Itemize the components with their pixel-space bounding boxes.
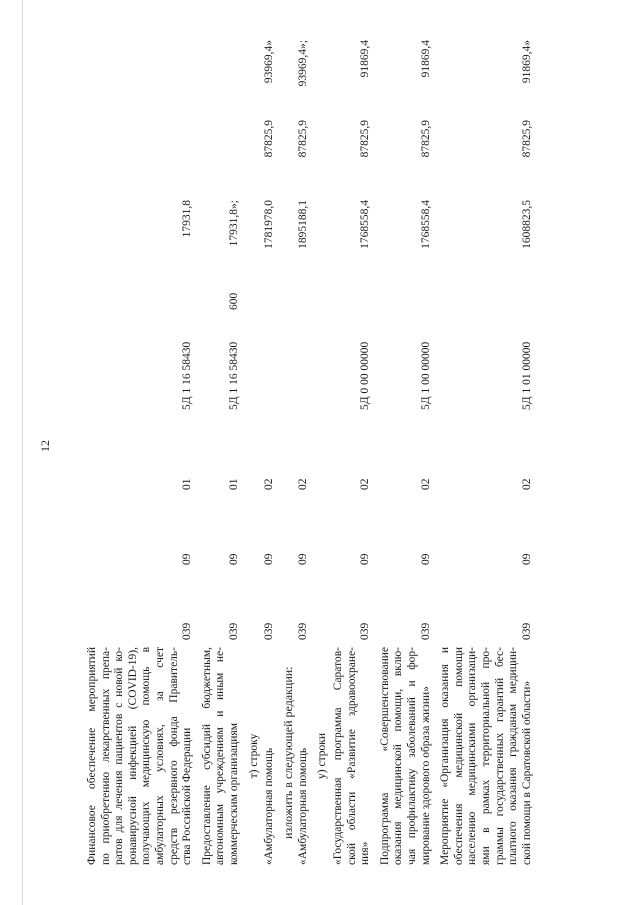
page-edge-line <box>22 0 23 905</box>
amount-year-1: 17931,8»; <box>227 200 240 247</box>
amount-year-3: 93969,4» <box>263 40 276 84</box>
section-code: 09 <box>227 553 240 565</box>
description-line: ронавирусной инфекцией (COVID-19), <box>126 647 139 865</box>
amount-year-3: 93969,4»; <box>296 40 309 87</box>
target-article-code: 5Д 1 00 00000 <box>419 341 432 410</box>
description-line: ями в рамках территориальной про- <box>479 647 492 865</box>
description-line: «Государственная программа Саратов- <box>332 647 344 865</box>
description-line: у) строки <box>316 733 329 779</box>
expense-type-code: 600 <box>227 292 240 310</box>
ministry-code: 039 <box>296 622 309 640</box>
subsection-code: 02 <box>359 478 372 490</box>
description-line: ской области «Развитие здравоохране- <box>345 647 358 865</box>
amount-year-2: 87825,9 <box>359 120 372 158</box>
ministry-code: 039 <box>227 622 240 640</box>
description-line: ния» <box>359 841 372 865</box>
section-code: 09 <box>359 553 372 565</box>
description-line: средств резервного фонда Правитель- <box>167 647 180 865</box>
section-code: 09 <box>263 553 276 565</box>
row-description <box>86 647 195 865</box>
amount-year-2: 87825,9 <box>520 120 533 158</box>
amount-year-3: 91869,4» <box>520 40 533 84</box>
description-line: амбулаторных условиях, за счет <box>153 647 166 865</box>
section-code: 09 <box>419 553 432 565</box>
description-line: ства Российской Федерации <box>181 727 194 865</box>
description-line: обеспечения медицинской помощи <box>452 647 465 865</box>
subsection-code: 01 <box>181 478 194 490</box>
subsection-code: 02 <box>263 478 276 490</box>
description-line: Предоставление субсидий бюджетным, <box>200 647 213 865</box>
page-number: 12 <box>38 440 52 452</box>
description-line: коммерческим организациям <box>227 723 240 865</box>
amount-year-2: 87825,9 <box>263 120 276 158</box>
row-description <box>316 647 330 865</box>
section-code: 09 <box>181 553 194 565</box>
description-line: «Амбулаторная помощь <box>263 747 276 865</box>
ministry-code: 039 <box>419 622 432 640</box>
amount-year-3: 91869,4 <box>359 40 372 78</box>
amount-year-2: 87825,9 <box>419 120 432 158</box>
row-description <box>439 647 534 865</box>
description-line: Финансовое обеспечение мероприятий <box>86 647 98 865</box>
section-code: 09 <box>296 553 309 565</box>
ministry-code: 039 <box>520 622 533 640</box>
row-description <box>201 647 242 865</box>
row-description <box>332 647 373 865</box>
description-line: автономным учреждениям и иным не- <box>214 647 227 865</box>
amount-year-1: 1781978,0 <box>263 200 276 249</box>
row-description <box>263 647 277 865</box>
instruction-text: изложить в следующей редакции: <box>280 666 295 839</box>
subsection-code: 02 <box>419 478 432 490</box>
budget-table <box>80 35 560 865</box>
amount-year-1: 1895188,1 <box>296 200 309 249</box>
amount-year-1: 1768558,4 <box>359 200 372 249</box>
description-line: Мероприятие «Организация оказания и <box>439 647 452 865</box>
target-article-code: 5Д 1 16 58430 <box>181 341 194 410</box>
ministry-code: 039 <box>181 622 194 640</box>
ministry-code: 039 <box>263 622 276 640</box>
row-description <box>379 647 433 865</box>
amount-year-3: 91869,4 <box>419 40 432 78</box>
description-line: Подпрограмма «Совершенствование <box>378 647 391 865</box>
target-article-code: 5Д 1 16 58430 <box>227 341 240 410</box>
description-line: «Амбулаторная помощь <box>296 747 309 865</box>
row-description <box>297 647 311 865</box>
amount-year-1: 1768558,4 <box>419 200 432 249</box>
ministry-code: 039 <box>359 622 372 640</box>
section-code: 09 <box>520 553 533 565</box>
amount-year-1: 1608823,5 <box>520 200 533 249</box>
amount-year-1: 17931,8 <box>181 200 194 238</box>
row-description <box>248 647 262 865</box>
description-line: мирование здорового образа жизни» <box>419 686 432 865</box>
description-line: ской помощи в Саратовской области» <box>520 680 533 865</box>
subsection-code: 02 <box>520 478 533 490</box>
amount-year-2: 87825,9 <box>296 120 309 158</box>
target-article-code: 5Д 1 01 00000 <box>520 341 533 410</box>
description-line: платного оказания гражданам медицин- <box>507 647 520 865</box>
target-article-code: 5Д 0 00 00000 <box>359 341 372 410</box>
subsection-code: 01 <box>227 478 240 490</box>
description-line: ратов для лечения пациентов с новой ко- <box>113 647 126 865</box>
description-line: т) строку <box>247 733 260 779</box>
description-line: оказания медицинской помощи, вклю- <box>392 647 405 865</box>
description-line: граммы государственных гарантий бес- <box>493 647 506 865</box>
description-line: по приобретению лекарственных препа- <box>99 647 112 865</box>
description-line: получающих медицинскую помощь в <box>140 647 153 865</box>
description-line: населению медицинскими организаци- <box>466 647 479 865</box>
subsection-code: 02 <box>296 478 309 490</box>
description-line: чая профилактику заболеваний и фор- <box>405 647 418 865</box>
